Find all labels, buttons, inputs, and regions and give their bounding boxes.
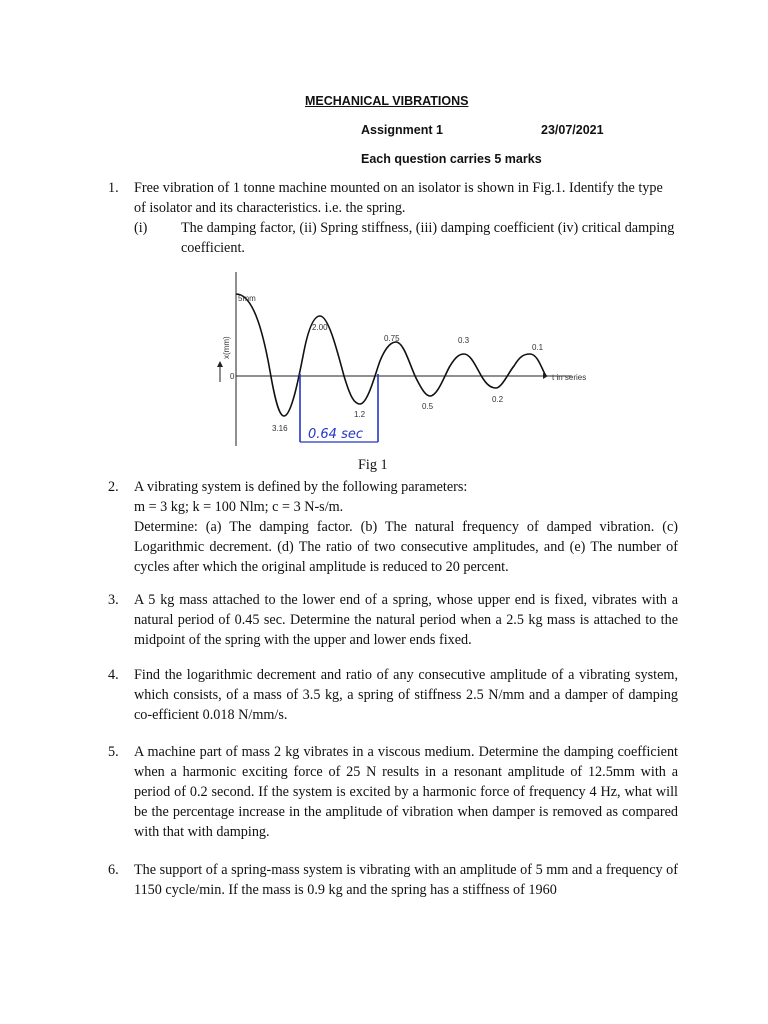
- trough-label: 0.5: [422, 402, 434, 411]
- question-number: 6.: [108, 862, 119, 878]
- assignment-date: 23/07/2021: [541, 123, 604, 137]
- y-axis-arrow-icon: [217, 361, 223, 367]
- handwritten-annotation: [300, 374, 378, 442]
- question-number: 1.: [108, 180, 119, 196]
- question-1: [108, 178, 678, 258]
- question-3: [108, 590, 678, 650]
- trough-label: 3.16: [272, 424, 288, 433]
- figure-caption: Fig 1: [358, 457, 388, 473]
- assignment-label: Assignment 1: [361, 123, 443, 137]
- sub-question-text: The damping factor, (ii) Spring stiffness, (iii) damping coefficient (iv) critical damping coefficient.: [181, 220, 675, 256]
- question-text: Find the logarithmic decrement and ratio of any consecutive amplitude of a vibrating system, which consists, of a mass of 3.5 kg, a spring of stiffness 2.5 N/mm and a damper of damping co-efficient 0.018 N/mm/s.: [134, 667, 678, 723]
- period-annotation: 0.64 sec: [308, 427, 363, 442]
- sub-question: [134, 218, 678, 258]
- peak-label: 2.00: [312, 323, 328, 332]
- question-5: [108, 742, 678, 842]
- marks-note: Each question carries 5 marks: [361, 152, 542, 166]
- peak-label: 0.75: [384, 334, 400, 343]
- peak-label: 0.3: [458, 336, 470, 345]
- question-text: Free vibration of 1 tonne machine mounted on an isolator is shown in Fig.1. Identify the type of isolator and its characteristics. i.e. the spring.: [134, 180, 663, 216]
- trough-label: 0.2: [492, 395, 504, 404]
- trough-label: 1.2: [354, 410, 366, 419]
- y-axis-label: x(mm): [222, 336, 231, 359]
- sub-question-label: (i): [134, 220, 148, 236]
- question-line: Determine: (a) The damping factor. (b) The natural frequency of damped vibration. (c) Logarithmic decrement. (d) The ratio of two consecutive amplitudes, and (e) The number of cycles after which the original amplitude is reduced to 20 percent.: [134, 519, 678, 575]
- question-number: 4.: [108, 667, 119, 683]
- question-2: [108, 477, 678, 577]
- question-text: A machine part of mass 2 kg vibrates in a viscous medium. Determine the damping coefficient when a harmonic exciting force of 25 N results in a resonant amplitude of 12.5mm with a period of 0.2 second. If the system is excited by a harmonic force of frequency 4 Hz, what will be the percentage increase in the amplitude of vibration when damper is removed as compared with that with damping.: [134, 744, 678, 840]
- damped-vibration-figure: [212, 266, 612, 456]
- x-axis-label: t in series: [552, 373, 587, 382]
- question-number: 2.: [108, 479, 119, 495]
- question-line: m = 3 kg; k = 100 Nlm; c = 3 N-s/m.: [134, 499, 344, 515]
- peak-label: 0.1: [532, 343, 544, 352]
- peak-label: 5mm: [238, 294, 256, 303]
- question-6: [108, 860, 678, 900]
- origin-label: 0: [230, 372, 235, 381]
- question-text: The support of a spring-mass system is vibrating with an amplitude of 5 mm and a frequency of 1150 cycle/min. If the mass is 0.9 kg and the spring has a stiffness of 1960: [134, 862, 678, 898]
- question-text: A 5 kg mass attached to the lower end of a spring, whose upper end is fixed, vibrates with a natural period of 0.45 sec. Determine the natural period when a 2.5 kg mass is attached to the midpoint of the spring with the upper and lower ends fixed.: [134, 592, 678, 648]
- question-4: [108, 665, 678, 725]
- document-title: MECHANICAL VIBRATIONS: [305, 94, 469, 108]
- question-number: 5.: [108, 744, 119, 760]
- question-number: 3.: [108, 592, 119, 608]
- question-line: A vibrating system is defined by the following parameters:: [134, 479, 468, 495]
